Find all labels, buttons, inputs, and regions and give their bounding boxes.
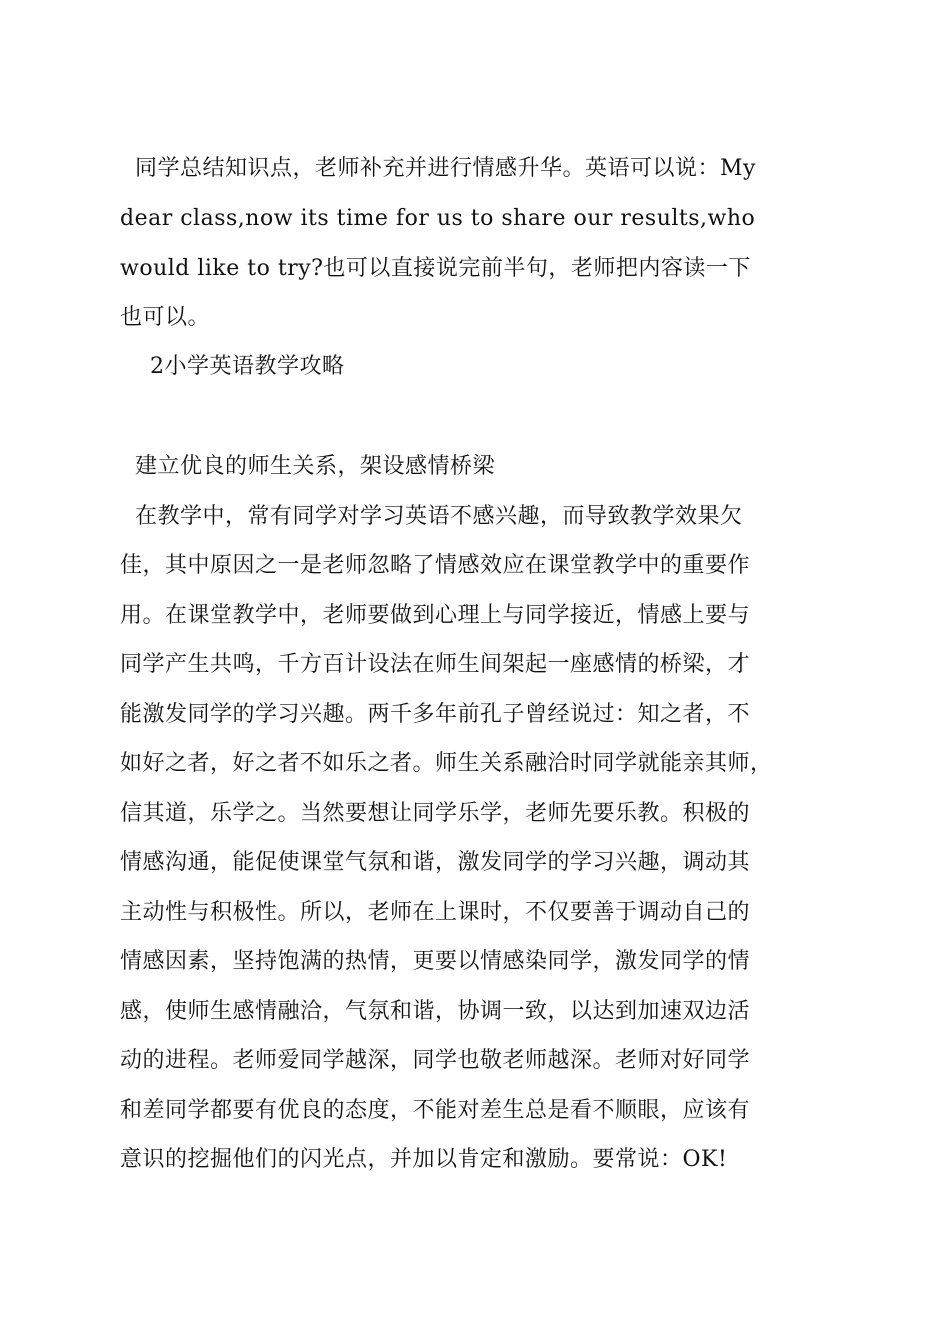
paragraph-line: 感，使师生感情融洽，气氛和谐，协调一致，以达到加速双边活 — [120, 999, 751, 1024]
section-heading: 2小学英语教学攻略 — [120, 354, 345, 379]
paragraph-line: 佳，其中原因之一是老师忽略了情感效应在课堂教学中的重要作 — [120, 553, 751, 578]
paragraph-line: 情感因素，坚持饱满的热情，更要以情感染同学，激发同学的情 — [120, 949, 751, 974]
paragraph-line: 动的进程。老师爱同学越深，同学也敬老师越深。老师对好同学 — [120, 1048, 751, 1073]
paragraph-line: 意识的挖掘他们的闪光点，并加以肯定和激励。要常说：OK! — [120, 1147, 728, 1172]
paragraph-line: would like to try?也可以直接说完前半句，老师把内容读一下 — [120, 256, 751, 281]
paragraph-line: dear class,now its time for us to share our results,who — [120, 206, 756, 231]
paragraph-line: 同学产生共鸣，千方百计设法在师生间架起一座感情的桥梁，才 — [120, 652, 751, 677]
paragraph-line: 在教学中，常有同学对学习英语不感兴趣，而导致教学效果欠 — [120, 504, 743, 529]
paragraph-line: 信其道，乐学之。当然要想让同学乐学，老师先要乐教。积极的 — [120, 801, 751, 826]
paragraph-line: 主动性与积极性。所以，老师在上课时，不仅要善于调动自己的 — [120, 900, 751, 925]
paragraph-line: 情感沟通，能促使课堂气氛和谐，激发同学的学习兴趣，调动其 — [120, 850, 751, 875]
paragraph-line: 如好之者，好之者不如乐之者。师生关系融洽时同学就能亲其师， — [120, 751, 773, 776]
paragraph-line: 能激发同学的学习兴趣。两千多年前孔子曾经说过：知之者，不 — [120, 702, 751, 727]
paragraph-line: 和差同学都要有优良的态度，不能对差生总是看不顺眼，应该有 — [120, 1098, 751, 1123]
paragraph-line: 用。在课堂教学中，老师要做到心理上与同学接近，情感上要与 — [120, 603, 751, 628]
paragraph-line: 同学总结知识点，老师补充并进行情感升华。英语可以说：My — [120, 156, 756, 181]
section-subheading: 建立优良的师生关系，架设感情桥梁 — [120, 454, 495, 479]
paragraph-line: 也可以。 — [120, 305, 211, 330]
